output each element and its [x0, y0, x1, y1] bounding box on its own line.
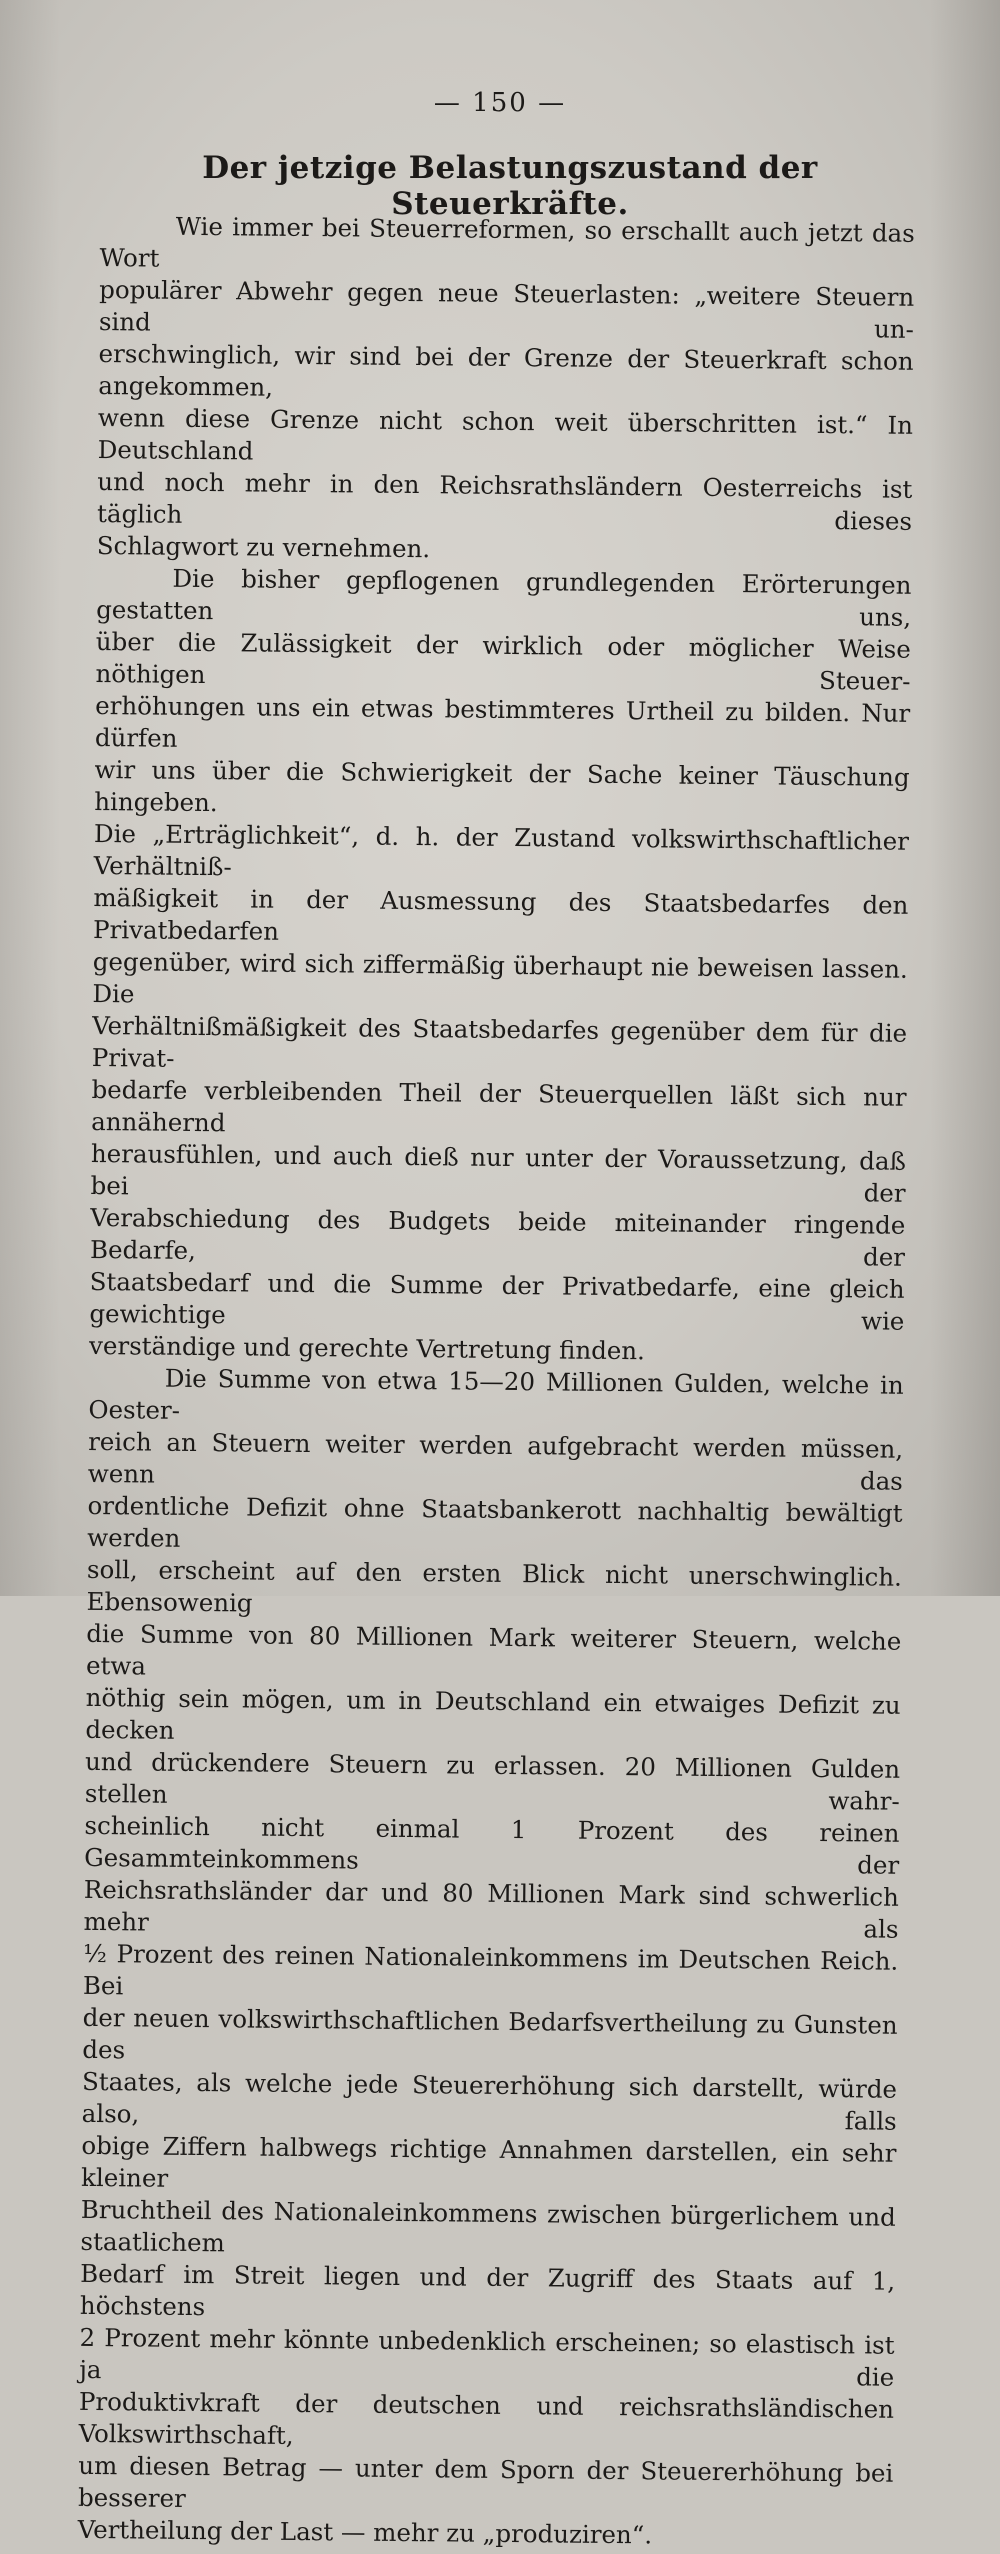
page-number: — 150 —: [433, 88, 567, 118]
text-line: wenn diese Grenze nicht schon weit überschritten ist.“ In Deutschland: [97, 402, 914, 466]
body-text: [78, 210, 915, 2554]
text-line: Bruchtheil des Nationaleinkommens zwischen bürgerlichem und staatlichem: [80, 2194, 896, 2258]
text-line: Wie immer bei Steuerreformen, so erschallt auch jetzt das Wort: [99, 211, 915, 273]
text-line: gegenüber, wird sich ziffermäßig überhaupt nie beweisen lassen. Die: [92, 946, 908, 1009]
text-line: soll, erscheint auf den ersten Blick nicht unerschwinglich. Ebensowenig: [86, 1554, 903, 1618]
text-line: über die Zulässigkeit der wirklich oder möglicher Weise nöthigen Steuer-: [95, 626, 911, 696]
text-line: Verabschiedung des Budgets beide miteinander ringende Bedarfe, der: [89, 1202, 906, 1272]
text-line: reich an Steuern weiter werden aufgebracht werden müssen, wenn das: [87, 1426, 904, 1496]
text-line: populärer Abwehr gegen neue Steuerlasten: „weitere Steuern sind un-: [98, 274, 915, 344]
paragraph: [97, 210, 915, 570]
text-line: Produktivkraft der deutschen und reichsrathsländischen Volkswirthschaft,: [78, 2386, 895, 2450]
text-line: ordentliche Defizit ohne Staatsbankerott nachhaltig bewältigt werden: [87, 1490, 903, 1553]
text-line: verständige und gerechte Vertretung finden.: [88, 1330, 646, 1366]
text-line: der neuen volkswirthschaftlichen Bedarfsvertheilung zu Gunsten des: [82, 2002, 898, 2065]
text-line: bedarfe verbleibenden Theil der Steuerquellen läßt sich nur annähernd: [91, 1074, 907, 1138]
text-line: Die „Erträglichkeit“, d. h. der Zustand volkswirthschaftlicher Verhältniß-: [93, 818, 910, 882]
text-line: um diesen Betrag — unter dem Sporn der Steuererhöhung bei besserer: [77, 2450, 894, 2513]
text-line: Die bisher gepflogenen grundlegenden Erörterungen gestatten uns,: [96, 563, 912, 632]
text-line: nöthig sein mögen, um in Deutschland ein etwaiges Defizit zu decken: [85, 1682, 901, 1745]
text-line: und noch mehr in den Reichsrathsländern Oesterreichs ist täglich dieses: [96, 466, 913, 536]
text-line: und drückendere Steuern zu erlassen. 20 Millionen Gulden stellen wahr-: [84, 1746, 901, 1816]
text-line: Staates, als welche jede Steuererhöhung sich darstellt, würde also, falls: [81, 2066, 898, 2136]
text-line: Staatsbedarf und die Summe der Privatbedarfe, eine gleich gewichtige wie: [89, 1266, 905, 1336]
text-line: mäßigkeit in der Ausmessung des Staatsbedarfes den Privatbedarfen: [92, 882, 909, 946]
text-line: Verhältnißmäßigkeit des Staatsbedarfes gegenüber dem für die Privat-: [91, 1010, 908, 1073]
paragraph: [89, 562, 912, 1370]
text-line: Vertheilung der Last — mehr zu „produziren“.: [77, 2514, 653, 2550]
text-line: wir uns über die Schwierigkeit der Sache keiner Täuschung hingeben.: [94, 754, 910, 818]
text-line: Reichsrathsländer dar und 80 Millionen Mark sind schwerlich mehr als: [83, 1874, 899, 1944]
text-line: obige Ziffern halbwegs richtige Annahmen darstellen, ein sehr kleiner: [80, 2130, 897, 2193]
page-gutter-shadow: [0, 0, 60, 1596]
text-line: ½ Prozent des reinen Nationaleinkommens im Deutschen Reich. Bei: [82, 1938, 899, 2001]
text-line: Schlagwort zu vernehmen.: [96, 530, 431, 564]
text-line: 2 Prozent mehr könnte unbedenklich erscheinen; so elastisch ist ja die: [79, 2322, 895, 2392]
paragraph: [78, 1362, 904, 2554]
text-line: erschwinglich, wir sind bei der Grenze der Steuerkraft schon angekommen,: [98, 338, 914, 402]
page-edge-shadow: [930, 0, 1000, 1596]
section-heading: Der jetzige Belastungszustand der Steuerkräfte.: [202, 150, 818, 222]
text-line: herausfühlen, und auch dieß nur unter der Voraussetzung, daß bei der: [90, 1138, 907, 1208]
text-line: erhöhungen uns ein etwas bestimmteres Urtheil zu bilden. Nur dürfen: [94, 690, 911, 753]
text-line: scheinlich nicht einmal 1 Prozent des reinen Gesammteinkommens der: [84, 1810, 900, 1880]
text-line: Die Summe von etwa 15—20 Millionen Gulden, welche in Oester-: [88, 1363, 904, 1425]
text-line: Bedarf im Streit liegen und der Zugriff des Staats auf 1, höchstens: [79, 2258, 896, 2322]
text-line: die Summe von 80 Millionen Mark weiterer Steuern, welche etwa: [85, 1618, 902, 1681]
